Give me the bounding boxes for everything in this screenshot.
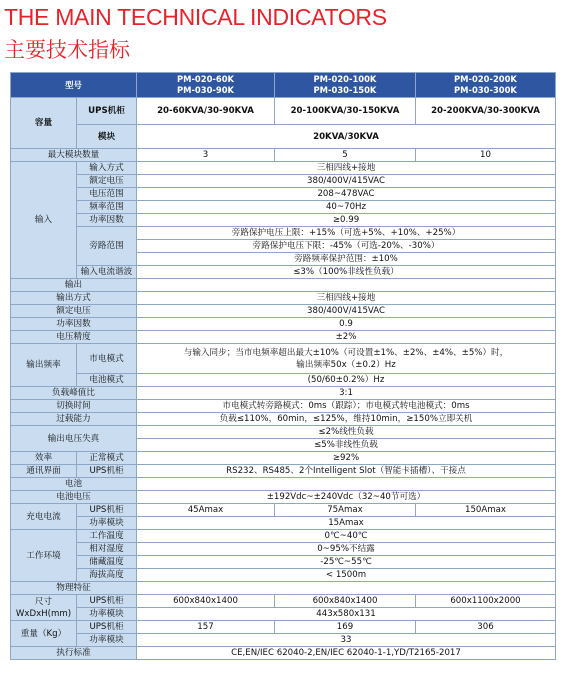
- table-row: [11, 491, 556, 504]
- table-row: [11, 227, 556, 240]
- input-range-label: 电压范围: [77, 188, 137, 201]
- env-humidity-value: 0~95%不结露: [137, 543, 556, 556]
- standard-value: CE,EN/IEC 62040-2,EN/IEC 62040-1-1,YD/T2165-2017: [137, 647, 556, 660]
- output-mains-label: 市电模式: [77, 344, 137, 374]
- table-row: [11, 331, 556, 344]
- weight-label: 重量（Kg）: [11, 621, 77, 647]
- size-ups-value-3: 600x1100x2000: [416, 595, 556, 608]
- page-title-cn: 主要技术指标: [4, 38, 130, 62]
- table-row: [11, 305, 556, 318]
- table-row: [11, 426, 556, 439]
- size-ups-value-1: 600x840x1400: [137, 595, 275, 608]
- input-pf-value: ≥0.99: [137, 214, 556, 227]
- input-label: 输入: [11, 162, 77, 279]
- input-method-value: 三相四线+接地: [137, 162, 556, 175]
- weight-module-value: 33: [137, 634, 556, 647]
- output-freq-label: 输出频率: [11, 344, 77, 387]
- input-thd-value: ≤3%（100%非线性负载）: [137, 266, 556, 279]
- table-row: [11, 175, 556, 188]
- efficiency-sub-label: 正常模式: [77, 452, 137, 465]
- capacity-label: 容量: [11, 98, 77, 149]
- table-row: [11, 162, 556, 175]
- table-row: [11, 374, 556, 387]
- weight-ups-value-2: 169: [275, 621, 416, 634]
- table-row: [11, 188, 556, 201]
- table-row: [11, 517, 556, 530]
- output-switch-label: 切换时间: [11, 400, 137, 413]
- size-ups-value-2: 600x840x1400: [275, 595, 416, 608]
- weight-ups-value-3: 306: [416, 621, 556, 634]
- output-battery-value: (50/60±0.2%）Hz: [137, 374, 556, 387]
- output-pf-label: 功率因数: [11, 318, 137, 331]
- table-row: [11, 595, 556, 608]
- output-crest-value: 3:1: [137, 387, 556, 400]
- table-row: [11, 292, 556, 305]
- table-row: [11, 543, 556, 556]
- output-switch-value: 市电模式转旁路模式：0ms（跟踪）；市电模式转电池模式：0ms: [137, 400, 556, 413]
- input-bypass-lower: 旁路保护电压下限：-45%（可选-20%、-30%）: [137, 240, 556, 253]
- table-row: [11, 318, 556, 331]
- table-row: [11, 266, 556, 279]
- input-freq-value: 40~70Hz: [137, 201, 556, 214]
- output-mains-value: 与输入同步；当市电频率超出最大±10%（可设置±1%、±2%、±4%、±5%）时， 输出频率50x（±0.2）Hz: [137, 344, 556, 374]
- output-distortion-nonlinear: ≤5%非线性负载: [137, 439, 556, 452]
- input-voltage-value: 380/400V/415VAC: [137, 175, 556, 188]
- weight-ups-value-1: 157: [137, 621, 275, 634]
- env-temp-value: 0℃~40℃: [137, 530, 556, 543]
- output-precision-label: 电压精度: [11, 331, 137, 344]
- model-label: 型号: [11, 73, 137, 98]
- env-storage-value: -25℃~55℃: [137, 556, 556, 569]
- max-modules-value-1: 3: [137, 149, 275, 162]
- table-row: [11, 621, 556, 634]
- spec-table: [10, 72, 556, 660]
- output-battery-label: 电池模式: [77, 374, 137, 387]
- table-row: [11, 556, 556, 569]
- size-module-label: 功率模块: [77, 608, 137, 621]
- table-row: [11, 465, 556, 478]
- input-method-label: 输入方式: [77, 162, 137, 175]
- table-row: [11, 582, 556, 595]
- capacity-ups-value-2: 20-100KVA/30-150KVA: [275, 98, 416, 125]
- table-row: [11, 634, 556, 647]
- table-row: [11, 530, 556, 543]
- table-row: [11, 400, 556, 413]
- input-range-value: 208~478VAC: [137, 188, 556, 201]
- header-row: [11, 73, 556, 98]
- table-row: [11, 647, 556, 660]
- max-modules-value-3: 10: [416, 149, 556, 162]
- table-row: [11, 344, 556, 374]
- charge-label: 充电电流: [11, 504, 77, 530]
- battery-voltage-value: ±192Vdc~±240Vdc（32~40节可选）: [137, 491, 556, 504]
- max-modules-value-2: 5: [275, 149, 416, 162]
- input-bypass-upper: 旁路保护电压上限：+15%（可选+5%、+10%、+25%）: [137, 227, 556, 240]
- table-row: [11, 201, 556, 214]
- capacity-ups-label: UPS机柜: [77, 98, 137, 125]
- env-altitude-value: < 1500m: [137, 569, 556, 582]
- charge-ups-value-2: 75Amax: [275, 504, 416, 517]
- battery-section-blank: [137, 478, 556, 491]
- max-modules-label: 最大模块数量: [11, 149, 137, 162]
- comm-value: RS232、RS485、2个Intelligent Slot（智能卡插槽）、干接点: [137, 465, 556, 478]
- output-crest-label: 负载峰值比: [11, 387, 137, 400]
- output-method-value: 三相四线+接地: [137, 292, 556, 305]
- input-bypass-label: 旁路范围: [77, 227, 137, 266]
- page-title-en: THE MAIN TECHNICAL INDICATORS: [4, 4, 387, 30]
- input-bypass-freq: 旁路频率保护范围：±10%: [137, 253, 556, 266]
- table-row: [11, 413, 556, 426]
- physical-section-label: 物理特征: [11, 582, 137, 595]
- comm-sub-label: UPS机柜: [77, 465, 137, 478]
- capacity-ups-value-3: 20-200KVA/30-300KVA: [416, 98, 556, 125]
- weight-ups-label: UPS机柜: [77, 621, 137, 634]
- table-row: [11, 387, 556, 400]
- model-col-1: PM-020-60K PM-030-90K: [137, 73, 275, 98]
- battery-voltage-label: 电池电压: [11, 491, 137, 504]
- charge-ups-value-1: 45Amax: [137, 504, 275, 517]
- env-storage-label: 储藏温度: [77, 556, 137, 569]
- table-row: [11, 279, 556, 292]
- table-row: [11, 214, 556, 227]
- table-row: [11, 452, 556, 465]
- output-section-blank: [137, 279, 556, 292]
- output-overload-value: 负载≤110%，60min，≤125%，维持10min，≥150%立即关机: [137, 413, 556, 426]
- charge-module-value: 15Amax: [137, 517, 556, 530]
- output-section-label: 输出: [11, 279, 137, 292]
- env-humidity-label: 相对湿度: [77, 543, 137, 556]
- input-voltage-label: 额定电压: [77, 175, 137, 188]
- efficiency-label: 效率: [11, 452, 77, 465]
- capacity-ups-value-1: 20-60KVA/30-90KVA: [137, 98, 275, 125]
- output-precision-value: ±2%: [137, 331, 556, 344]
- size-module-value: 443x580x131: [137, 608, 556, 621]
- table-row: [11, 478, 556, 491]
- output-pf-value: 0.9: [137, 318, 556, 331]
- weight-module-label: 功率模块: [77, 634, 137, 647]
- output-overload-label: 过载能力: [11, 413, 137, 426]
- efficiency-value: ≥92%: [137, 452, 556, 465]
- charge-ups-label: UPS机柜: [77, 504, 137, 517]
- env-temp-label: 工作温度: [77, 530, 137, 543]
- battery-section-label: 电池: [11, 478, 137, 491]
- output-distortion-linear: ≤2%线性负载: [137, 426, 556, 439]
- output-method-label: 输出方式: [11, 292, 137, 305]
- table-row: [11, 569, 556, 582]
- table-row: [11, 125, 556, 149]
- charge-module-label: 功率模块: [77, 517, 137, 530]
- table-row: [11, 149, 556, 162]
- model-col-2: PM-020-100K PM-030-150K: [275, 73, 416, 98]
- input-thd-label: 输入电流谐波: [77, 266, 137, 279]
- charge-ups-value-3: 150Amax: [416, 504, 556, 517]
- model-col-3: PM-020-200K PM-030-300K: [416, 73, 556, 98]
- physical-section-blank: [137, 582, 556, 595]
- output-voltage-value: 380/400V/415VAC: [137, 305, 556, 318]
- table-row: [11, 608, 556, 621]
- output-distortion-label: 输出电压失真: [11, 426, 137, 452]
- capacity-module-label: 模块: [77, 125, 137, 149]
- table-row: [11, 504, 556, 517]
- environment-label: 工作环境: [11, 530, 77, 582]
- standard-label: 执行标准: [11, 647, 137, 660]
- output-voltage-label: 额定电压: [11, 305, 137, 318]
- input-freq-label: 频率范围: [77, 201, 137, 214]
- env-altitude-label: 海拔高度: [77, 569, 137, 582]
- table-row: [11, 98, 556, 125]
- comm-label: 通讯界面: [11, 465, 77, 478]
- size-label: 尺寸 WxDxH(mm): [11, 595, 77, 621]
- size-ups-label: UPS机柜: [77, 595, 137, 608]
- input-pf-label: 功率因数: [77, 214, 137, 227]
- capacity-module-value: 20KVA/30KVA: [137, 125, 556, 149]
